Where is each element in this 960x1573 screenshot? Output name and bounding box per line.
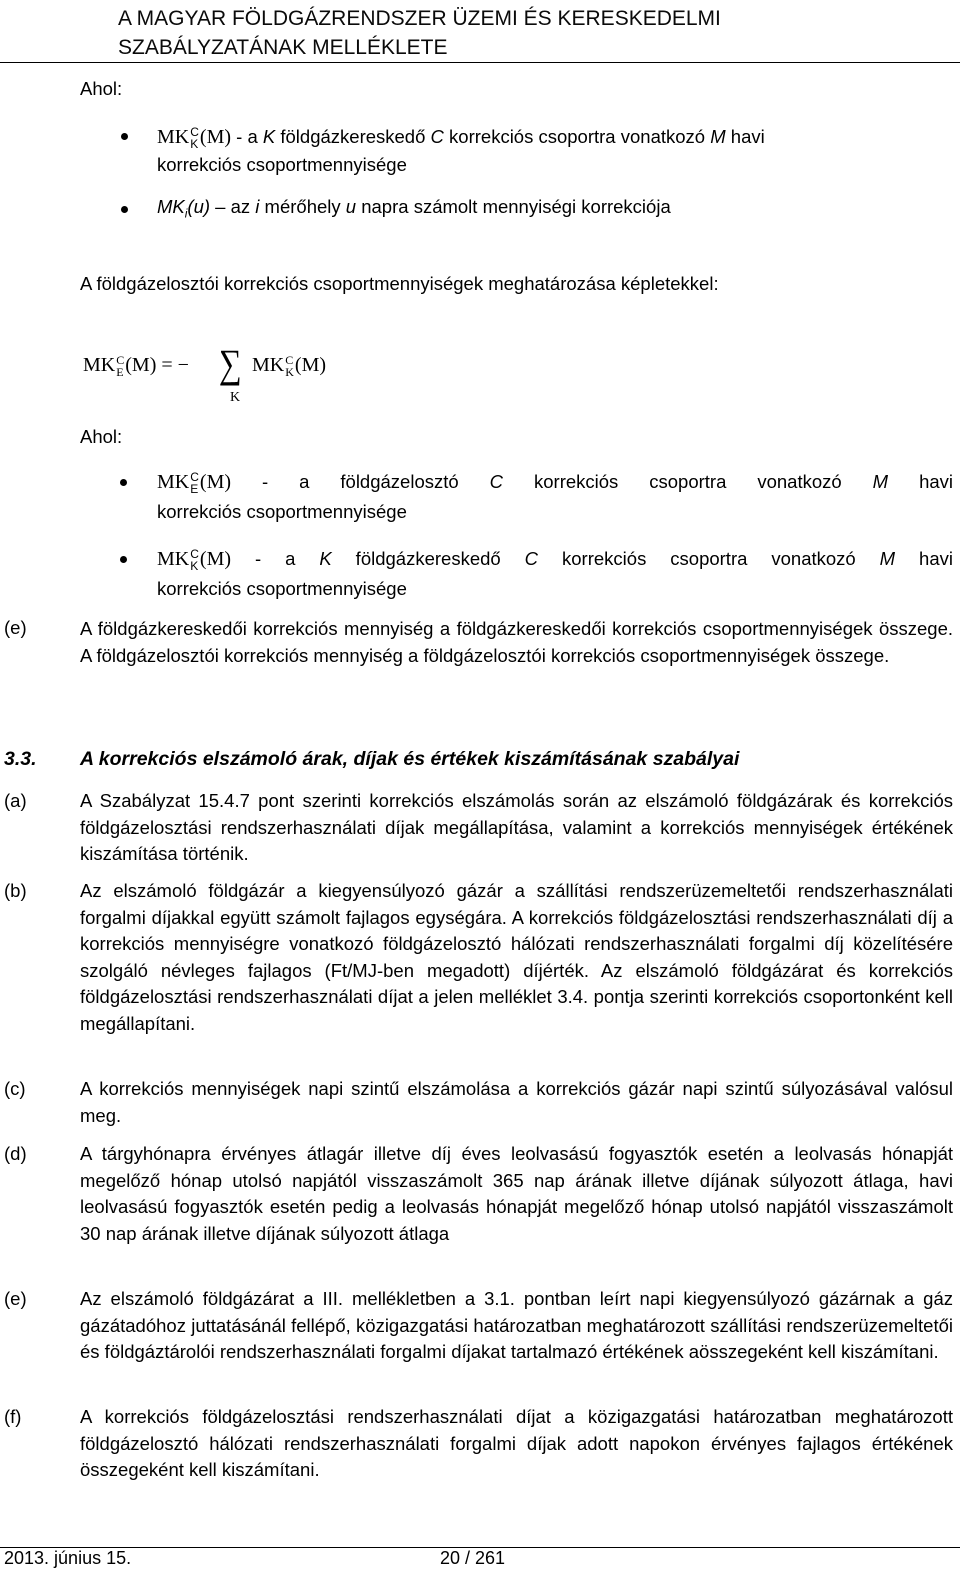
section-title: A korrekciós elszámoló árak, díjak és értékek kiszámításának szabályai [80,748,740,770]
text: korrekciós csoportra vonatkozó [443,126,711,147]
item-label: (a) [4,790,27,811]
text: havi [895,548,953,569]
ahol-label: Ahol: [80,78,123,99]
math-mk: MK [157,548,190,570]
bullet-dot [121,133,128,140]
text: korrekciós csoportra vonatkozó [503,471,873,492]
math-mk: MK [157,126,190,148]
math-sub: E [190,482,199,497]
bullet-dot [120,556,127,563]
text: (u) [187,196,211,217]
sum-symbol [216,341,245,386]
page-header [118,4,958,62]
sub-i: i [184,206,188,221]
text: - a [231,548,320,569]
math-mk: MK [83,354,116,376]
paragraph-d: A tárgyhónapra érvényes átlagár illetve díj éves leolvasású fogyasztók esetén a leolvasás hónapját megelőző hónap utolsó napjától visszaszámolt 365 nap árának illetve díjának súlyozott átlaga, havi leolvasású fogyasztók esetén pedig a leolvasás hónapját megelőző hónap utolsó napjától visszaszámolt 30 nap árának illetve díjának súlyozott átlaga [80,1143,953,1244]
math-arg: (M) [294,354,327,376]
equals-sign: = [161,354,173,376]
bullet-dot [120,479,127,486]
text: havi [888,471,954,492]
formula [83,354,189,378]
bullet-item-mk-k [157,122,957,152]
math-arg: (M) [199,471,232,493]
math-sup: C [190,125,199,140]
text: – az [210,196,256,217]
math-mk: MK [157,471,190,493]
math-sup: C [190,547,199,562]
text: földgázkereskedő [331,548,525,569]
var-k: K [319,548,332,569]
var-i: i [255,196,260,217]
paragraph-b: Az elszámoló földgázár a kiegyensúlyozó gázár a szállítási rendszerüzemeltetői rendszerhasználati forgalmi díjakkal együtt számolt fajlagos egységára. A korrekciós földgázelosztási rendszerhasználati díj a korrekciós mennyiségre vonatkozó földgázelosztó hálózati rendszerhasználati forgalmi díj közelítésére szolgáló névleges fajlagos (Ft/MJ-ben megadott) díjérték. Az elszámoló földgázárat és korrekciós földgázelosztási rendszerhasználati díjat a jelen melléklet 3.4. pontja szerinti korrekciós csoportonként kell megállapítani. [80,880,953,1034]
bullet-item-mk-k2 [157,544,953,574]
item-label: (e) [4,1288,27,1309]
item-label: (e) [4,617,27,638]
paragraph-c: A korrekciós mennyiségek napi szintű elszámolása a korrekciós gázár napi szintű súlyozásával valósul meg. [80,1078,953,1126]
bullet-item-mk-e [157,467,953,497]
var-m: M [872,471,889,492]
var-c: C [524,548,539,569]
bullet-dot [121,206,128,213]
paragraph-e2: Az elszámoló földgázárat a III. mellékletben a 3.1. pontban leírt napi kiegyensúlyozó gázárnak a gáz gázátadóhoz juttatásánál fellépő, közigazgatási határozatban meghatározott szállítási rendszerüzemeltetői és földgáztárolói rendszerhasználati forgalmi díjakat tartalmazó értékének aösszegeként kell kiszámítani. [80,1288,953,1362]
math-arg: (M) [199,126,232,148]
paragraph-a: A Szabályzat 15.4.7 pont szerinti korrekciós elszámolás során az elszámoló földgázárak és korrekciós földgázelosztási rendszerhasználati díjak megállapítása, valamint a korrekciós mennyiségek értékének kiszámítása történik. [80,790,953,864]
header-divider [0,62,960,63]
ahol-label: Ahol: [80,426,123,447]
math-sub: E [116,365,124,380]
text: mérőhely [259,196,346,217]
formula-intro: A földgázelosztói korrekciós csoportmennyiségek meghatározása képletekkel: [80,273,719,294]
sum-index: K [230,390,241,405]
bullet-item-line2: korrekciós csoportmennyisége [157,578,407,599]
math-mk: MK [252,354,285,376]
text: - a földgázelosztó [231,471,490,492]
bullet-item-line2: korrekciós csoportmennyisége [157,154,407,175]
text: földgázkereskedő [275,126,431,147]
bullet-item-line2: korrekciós csoportmennyisége [157,501,407,522]
paragraph-f: A korrekciós földgázelosztási rendszerhasználati díjat a közigazgatási határozatban meghatározott földgázelosztó hálózati rendszerhasználati forgalmi díjak adott napokon érvényes fajlagos értékének összegeként kell kiszámítani. [80,1406,953,1480]
item-label: (b) [4,880,27,901]
paragraph-e: A földgázkereskedői korrekciós mennyiség a földgázkereskedői korrekciós csoportmennyiségek összege. A földgázelosztói korrekciós mennyiség a földgázelosztói korrekciós csoportmennyiségek összege. [80,618,953,666]
math-sup: C [285,353,294,368]
sigma-icon: ∑ [218,341,242,386]
math-sup: C [116,353,125,368]
var-k: K [262,126,276,147]
var-m: M [710,126,726,147]
item-label: (f) [4,1406,22,1427]
math-sub: K [285,365,294,380]
section-number: 3.3. [4,748,37,770]
header-line-2: SZABÁLYZATÁNAK MELLÉKLETE [118,36,448,59]
text: havi [725,126,765,147]
math-sub: K [190,137,199,152]
var-m: M [879,548,896,569]
var-u: u [345,196,357,217]
text: korrekciós csoportra vonatkozó [538,548,880,569]
text: - a [231,126,263,147]
formula-rhs [252,354,326,378]
var-c: C [489,471,504,492]
footer-date: 2013. június 15. [4,1548,132,1568]
text: napra számolt mennyiségi korrekciója [356,196,671,217]
item-label: (c) [4,1078,26,1099]
minus-sign: − [177,354,189,376]
math-sup: C [190,470,199,485]
var-c: C [430,126,444,147]
bullet-item-mki [157,196,671,221]
math-sub: K [190,559,199,574]
math-arg: (M) [199,548,232,570]
page-number: 20 / 261 [440,1548,506,1568]
text: MK [157,196,185,217]
item-label: (d) [4,1143,27,1164]
header-line-1: A MAGYAR FÖLDGÁZRENDSZER ÜZEMI ÉS KERESKEDELMI [118,7,721,30]
math-arg: (M) [125,354,157,376]
